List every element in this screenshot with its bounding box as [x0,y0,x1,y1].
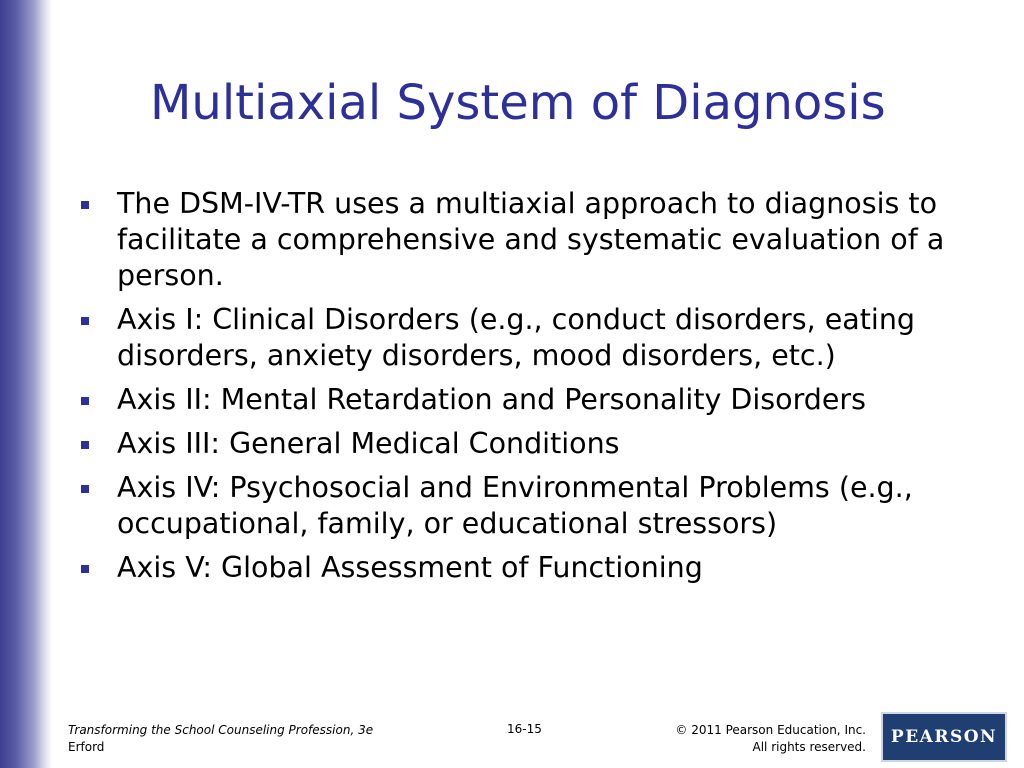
square-bullet-icon [81,201,89,209]
footer-page-number: 16-15 [507,722,542,736]
bullet-list [76,186,976,594]
bullet-text: Axis IV: Psychosocial and Environmental Problems (e.g., occupational, family, or educational stressors) [117,471,913,540]
bullet-item-axis-5 [76,550,976,586]
bullet-item-axis-2 [76,382,976,418]
square-bullet-icon [81,317,89,325]
bullet-item-axis-3 [76,426,976,462]
bullet-item-dsm-intro [76,186,976,294]
footer-author: Erford [68,740,105,754]
copyright-line-1: © 2011 Pearson Education, Inc. [675,723,866,737]
square-bullet-icon [81,441,89,449]
footer-book-title: Transforming the School Counseling Profession, 3e [68,723,374,737]
bullet-text: Axis I: Clinical Disorders (e.g., conduct disorders, eating disorders, anxiety disorders, mood disorders, etc.) [117,303,915,372]
bullet-item-axis-4 [76,470,976,542]
bullet-item-axis-1 [76,302,976,374]
bullet-text: The DSM-IV-TR uses a multiaxial approach to diagnosis to facilitate a comprehensive and systematic evaluation of a person. [117,187,945,292]
square-bullet-icon [81,485,89,493]
slide-title: Multiaxial System of Diagnosis [150,75,886,131]
bullet-text: Axis II: Mental Retardation and Personality Disorders [117,383,866,416]
bullet-text: Axis III: General Medical Conditions [117,427,620,460]
left-gradient-bar [0,0,52,768]
footer-copyright [675,722,866,756]
copyright-line-2: All rights reserved. [752,740,866,754]
square-bullet-icon [81,565,89,573]
pearson-logo [881,712,1007,762]
square-bullet-icon [81,397,89,405]
footer-book-info [68,722,373,756]
pearson-logo-text: PEARSON [890,727,998,747]
bullet-text: Axis V: Global Assessment of Functioning [117,551,703,584]
